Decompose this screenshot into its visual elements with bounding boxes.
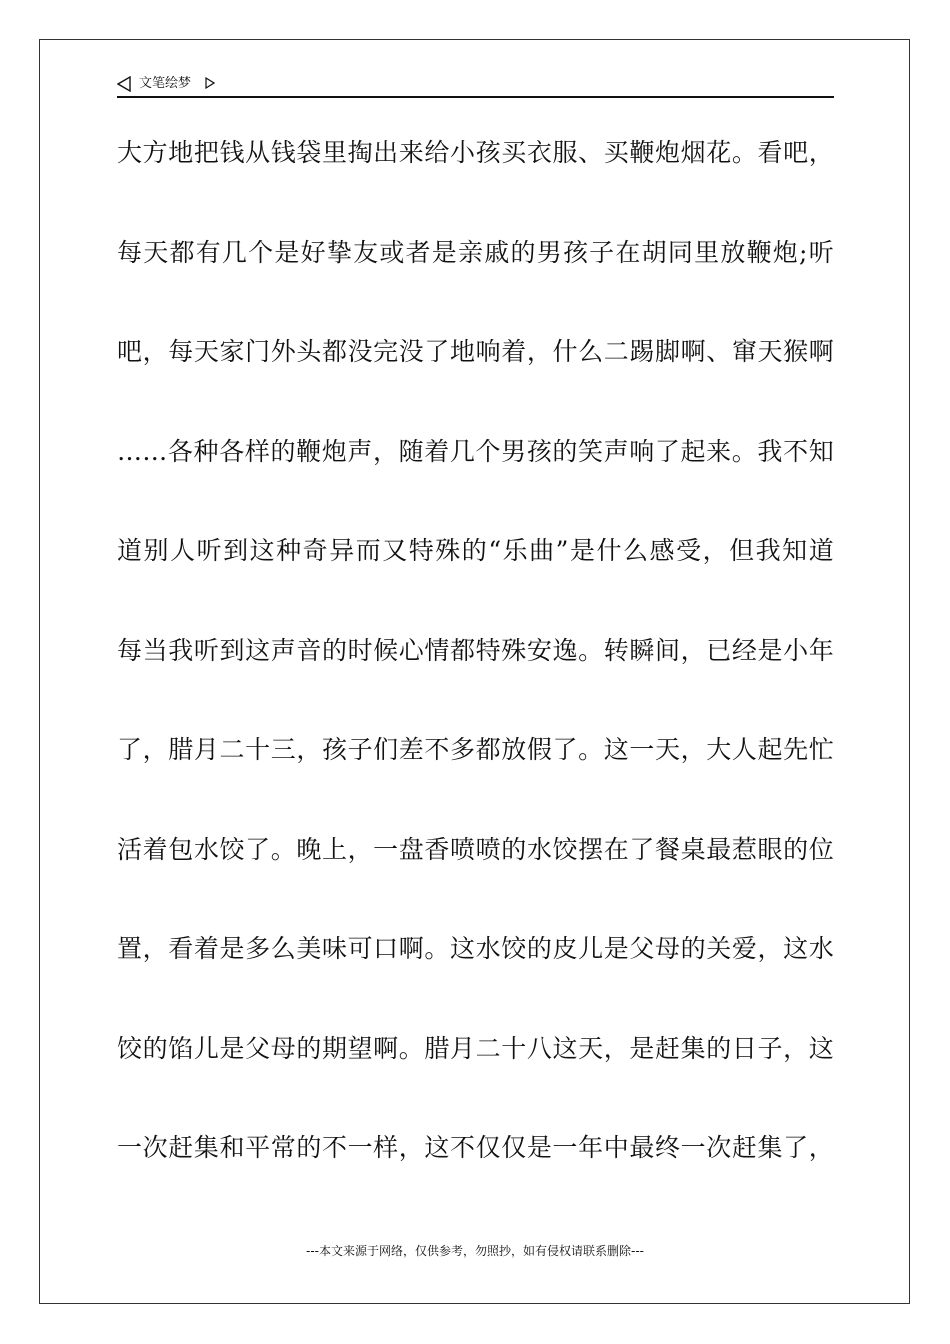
header-title: 文笔绘梦 — [139, 76, 192, 91]
right-triangle-icon — [205, 77, 215, 89]
text-line: 饺的馅儿是父母的期望啊。腊月二十八这天，是赶集的日子，这 — [117, 1033, 834, 1063]
text-line: 每天都有几个是好挚友或者是亲戚的男孩子在胡同里放鞭炮;听 — [117, 237, 834, 267]
article-body — [117, 128, 834, 1223]
text-line: ……各种各样的鞭炮声，随着几个男孩的笑声响了起来。我不知 — [117, 436, 834, 466]
footer-notice: ---本文来源于网络，仅供参考，勿照抄，如有侵权请联系删除--- — [306, 1244, 644, 1258]
text-line: 吧，每天家门外头都没完没了地响着，什么二踢脚啊、窜天猴啊 — [117, 337, 834, 366]
text-line: 了，腊月二十三，孩子们差不多都放假了。这一天，大人起先忙 — [117, 735, 834, 764]
left-triangle-icon — [117, 76, 131, 92]
text-line: 活着包水饺了。晚上，一盘香喷喷的水饺摆在了餐桌最惹眼的位 — [117, 834, 834, 864]
text-line: 大方地把钱从钱袋里掏出来给小孩买衣服、买鞭炮烟花。看吧， — [117, 138, 834, 167]
text-line: 置，看着是多么美味可口啊。这水饺的皮儿是父母的关爱，这水 — [117, 934, 834, 963]
text-line: 道别人听到这种奇异而又特殊的“乐曲”是什么感受，但我知道 — [117, 536, 834, 565]
text-line: 每当我听到这声音的时候心情都特殊安逸。转瞬间，已经是小年 — [117, 635, 834, 665]
page-header — [117, 72, 834, 98]
text-line: 一次赶集和平常的不一样，这不仅仅是一年中最终一次赶集了， — [117, 1133, 834, 1162]
